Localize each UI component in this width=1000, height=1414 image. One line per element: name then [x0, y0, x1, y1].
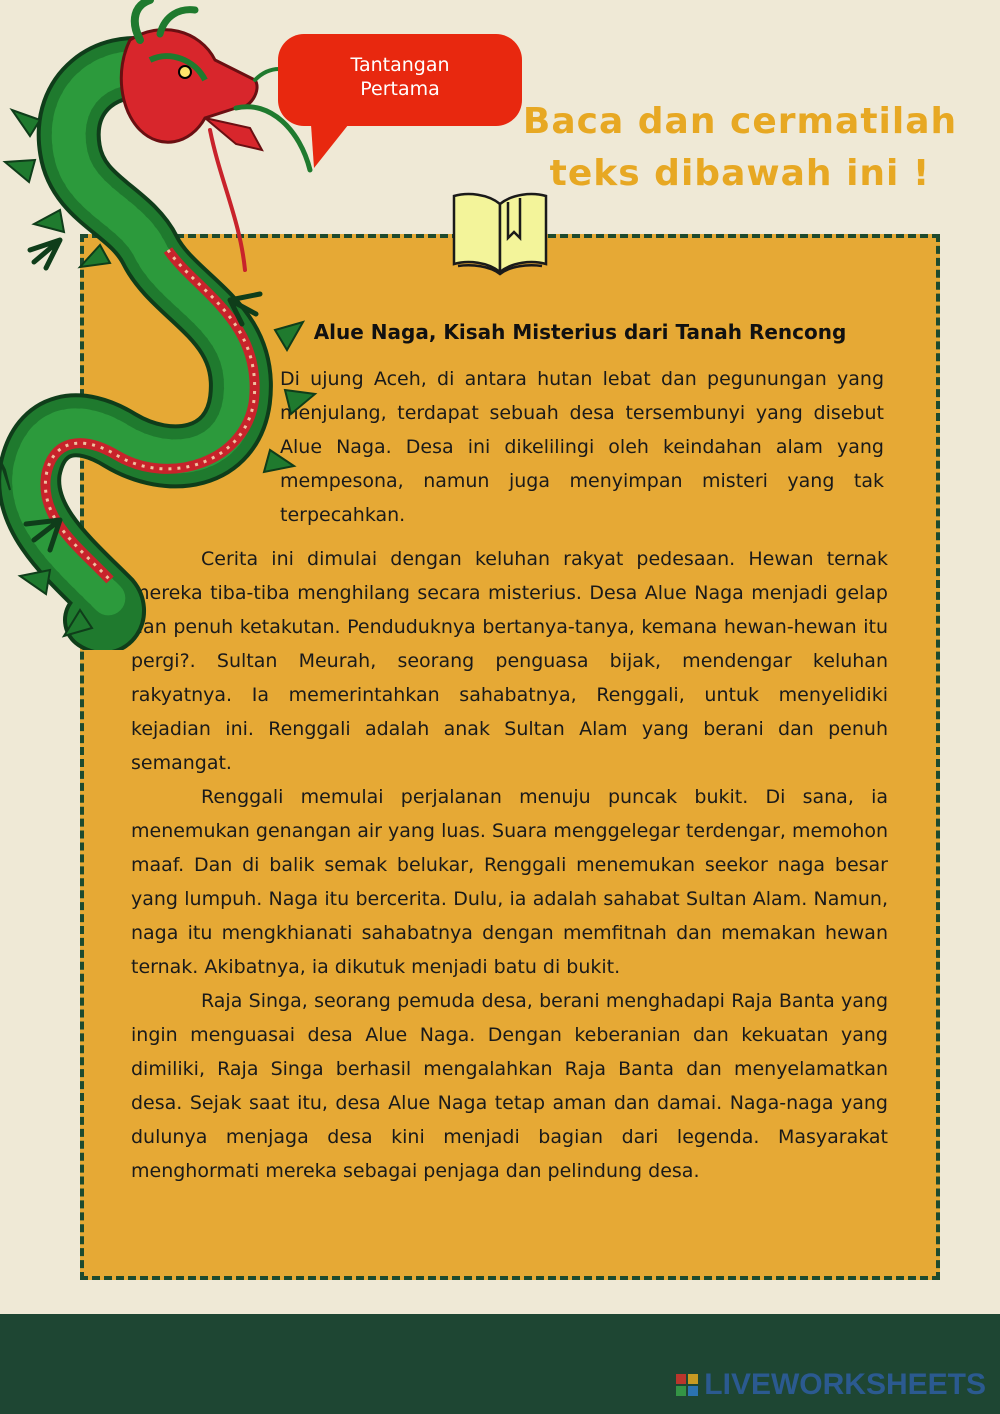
instruction-heading — [520, 96, 960, 200]
speech-bubble-line-1: Tantangan — [350, 54, 450, 76]
liveworksheets-logo-icon — [676, 1374, 698, 1396]
instruction-heading-line-1: Baca dan cermatilah — [522, 101, 958, 142]
story-paragraph-2: Renggali memulai perjalanan menuju puncak bukit. Di sana, ia menemukan genangan air yang luas. Suara menggelegar terdengar, memohon maaf. Dan di balik semak belukar, Renggali menemukan seekor naga besar yang lumpuh. Naga itu bercerita. Dulu, ia adalah sahabat Sultan Alam. Namun, naga itu mengkhianati sahabatnya dengan memfitnah dan memakan hewan ternak. Akibatnya, ia dikutuk menjadi batu di bukit. — [131, 786, 888, 978]
liveworksheets-logo-text: LIVEWORKSHEETS — [704, 1368, 986, 1401]
footer-band — [0, 1314, 1000, 1414]
speech-bubble-line-2: Pertama — [360, 78, 440, 100]
speech-bubble — [278, 34, 522, 126]
story-intro-paragraph: Di ujung Aceh, di antara hutan lebat dan pegunungan yang menjulang, terdapat sebuah desa tersembunyi yang disebut Alue Naga. Desa ini dikelilingi oleh keindahan alam yang mempesona, namun juga menyimpan misteri yang tak terpecahkan. — [280, 368, 884, 526]
story-paragraph-1: Cerita ini dimulai dengan keluhan rakyat pedesaan. Hewan ternak mereka tiba-tiba menghilang secara misterius. Desa Alue Naga menjadi gelap dan penuh ketakutan. Penduduknya bertanya-tanya, kemana hewan-hewan itu pergi?. Sultan Meurah, seorang penguasa bijak, mendengar keluhan rakyatnya. Ia memerintahkan sahabatnya, Renggali, untuk menyelidiki kejadian ini. Renggali adalah anak Sultan Alam yang berani dan penuh semangat. — [131, 548, 888, 774]
open-book-icon — [450, 186, 550, 276]
story-title: Alue Naga, Kisah Misterius dari Tanah Rencong — [313, 320, 847, 344]
instruction-heading-line-2: teks dibawah ini ! — [549, 153, 931, 194]
liveworksheets-logo — [676, 1368, 986, 1402]
story-paragraph-3: Raja Singa, seorang pemuda desa, berani menghadapi Raja Banta yang ingin menguasai desa Alue Naga. Dengan keberanian dan kekuatan yang dimiliki, Raja Singa berhasil mengalahkan Raja Banta dan menyelamatkan desa. Sejak saat itu, desa Alue Naga tetap aman dan damai. Naga-naga yang dulunya menjaga desa kini menjadi bagian dari legenda. Masyarakat menghormati mereka sebagai penjaga dan pelindung desa. — [131, 990, 888, 1182]
